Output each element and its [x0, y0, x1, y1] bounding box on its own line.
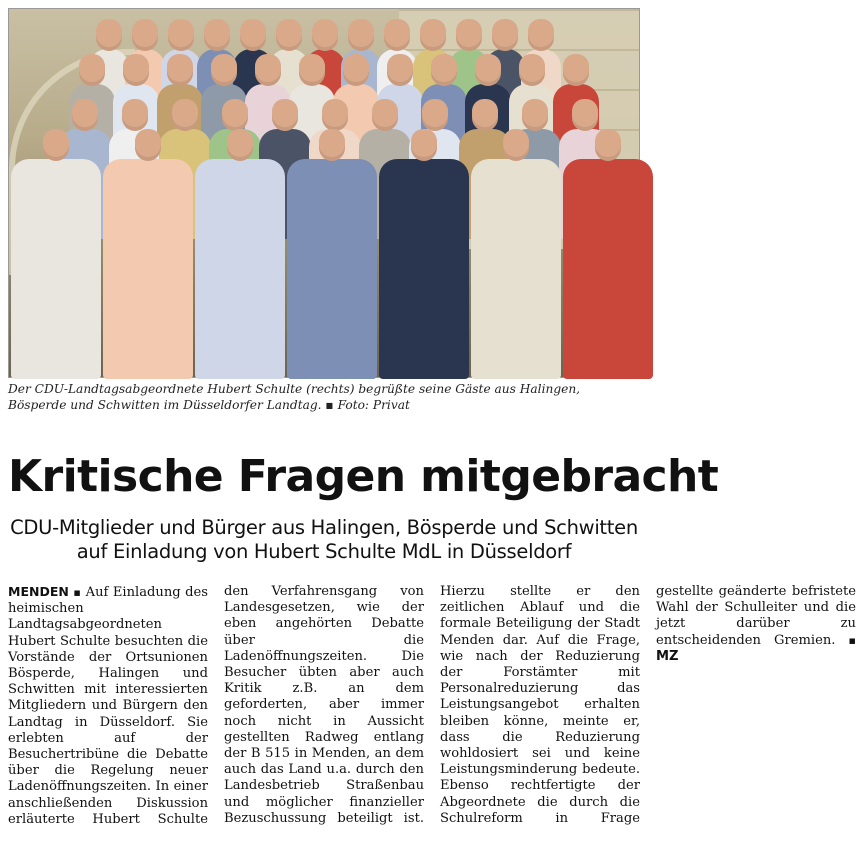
article-headline: Kritische Fragen mitgebracht — [8, 451, 719, 502]
person-body — [379, 159, 469, 379]
subhead-line-1: CDU-Mitglieder und Bürger aus Halingen, Bösperde und Schwitten — [10, 516, 638, 539]
person-head — [255, 54, 281, 86]
person-head — [343, 54, 369, 86]
person-figure — [471, 129, 561, 379]
person-head — [472, 99, 498, 131]
article-subheadline — [8, 516, 640, 564]
person-head — [422, 99, 448, 131]
person-body — [103, 159, 193, 379]
person-body — [11, 159, 101, 379]
group-photo — [8, 8, 640, 378]
person-head — [276, 19, 302, 51]
subhead-line-2: auf Einladung von Hubert Schulte MdL in Düsseldorf — [76, 540, 572, 563]
person-figure — [563, 129, 653, 379]
person-head — [319, 129, 345, 161]
person-head — [322, 99, 348, 131]
person-head — [348, 19, 374, 51]
person-head — [503, 129, 529, 161]
person-head — [299, 54, 325, 86]
person-head — [431, 54, 457, 86]
person-head — [204, 19, 230, 51]
signature-marker: ▪ — [848, 633, 856, 647]
person-head — [475, 54, 501, 86]
person-figure — [287, 129, 377, 379]
article-body — [8, 584, 856, 842]
person-head — [167, 54, 193, 86]
person-head — [384, 19, 410, 51]
person-body — [471, 159, 561, 379]
caption-text: Der CDU-Landtagsabgeordnete Hubert Schulte (rechts) begrüßte seine Gäste aus Halingen, Bösperde und Schwitten im Düsseldorfer Landtag. — [8, 382, 581, 412]
article-text: Auf Einladung des heimischen Landtagsabgeordneten Hubert Schulte besuchten die Vorstände der Ortsunionen Bösperde, Halingen und Schwitten mit interessierten Mitgliedern und Bürgern den Landtag in Düsseldorf. Sie erlebten auf der Besuchertribüne die Debatte über die Regelung neuer Ladenöffnungszeiten. In einer anschließenden Diskussion erläuterte Hubert Schulte den Verfahrensgang von Landesgesetzen, wie der eben angehörten Debatte über die Ladenöffnungszeiten. Die Besucher übten aber auch Kritik z.B. an dem geforderten, aber immer noch nicht in Aussicht gestellten Radweg entlang der B 515 in Menden, an dem auch das Land u.a. durch den Landesbetrieb Straßenbau und möglicher finanzieller Bezuschussung beteiligt ist. Hierzu stellte er den zeitlichen Ablauf und die formale Beteiligung der Stadt Menden dar. Auf die Frage, wie nach der Reduzierung der Forstämter mit Personalreduzierung das Leistungsangebot erhalten bleiben könne, meinte er, dass die Reduzierung wohldosiert sei und keine Leistungsminderung bedeute. Ebenso rechtfertigte der Abgeordnete die durch die Schulreform in Frage gestellte geänderte befristete Wahl der Schulleiter und die jetzt darüber zu entscheidenden Gremien. — [8, 584, 856, 827]
person-body — [287, 159, 377, 379]
person-head — [132, 19, 158, 51]
caption-credit: Foto: Privat — [337, 398, 410, 412]
person-head — [420, 19, 446, 51]
person-head — [211, 54, 237, 86]
person-head — [572, 99, 598, 131]
person-head — [272, 99, 298, 131]
caption-marker: ▪ — [325, 398, 334, 412]
person-head — [387, 54, 413, 86]
person-head — [411, 129, 437, 161]
dateline-marker: ▪ — [73, 586, 82, 599]
article-paragraph — [8, 584, 856, 842]
person-head — [135, 129, 161, 161]
person-body — [195, 159, 285, 379]
photo-caption — [8, 381, 640, 413]
dateline: MENDEN — [8, 584, 69, 599]
person-head — [72, 99, 98, 131]
person-head — [172, 99, 198, 131]
person-head — [372, 99, 398, 131]
person-figure — [11, 129, 101, 379]
person-head — [43, 129, 69, 161]
person-head — [168, 19, 194, 51]
person-body — [563, 159, 653, 379]
person-head — [122, 99, 148, 131]
person-figure — [195, 129, 285, 379]
person-head — [227, 129, 253, 161]
author-signature: MZ — [656, 648, 679, 664]
person-head — [595, 129, 621, 161]
person-head — [96, 19, 122, 51]
person-figure — [379, 129, 469, 379]
person-head — [563, 54, 589, 86]
person-head — [222, 99, 248, 131]
person-head — [79, 54, 105, 86]
person-head — [519, 54, 545, 86]
person-head — [492, 19, 518, 51]
person-head — [123, 54, 149, 86]
person-head — [528, 19, 554, 51]
person-head — [456, 19, 482, 51]
person-figure — [103, 129, 193, 379]
person-head — [240, 19, 266, 51]
person-head — [312, 19, 338, 51]
person-head — [522, 99, 548, 131]
